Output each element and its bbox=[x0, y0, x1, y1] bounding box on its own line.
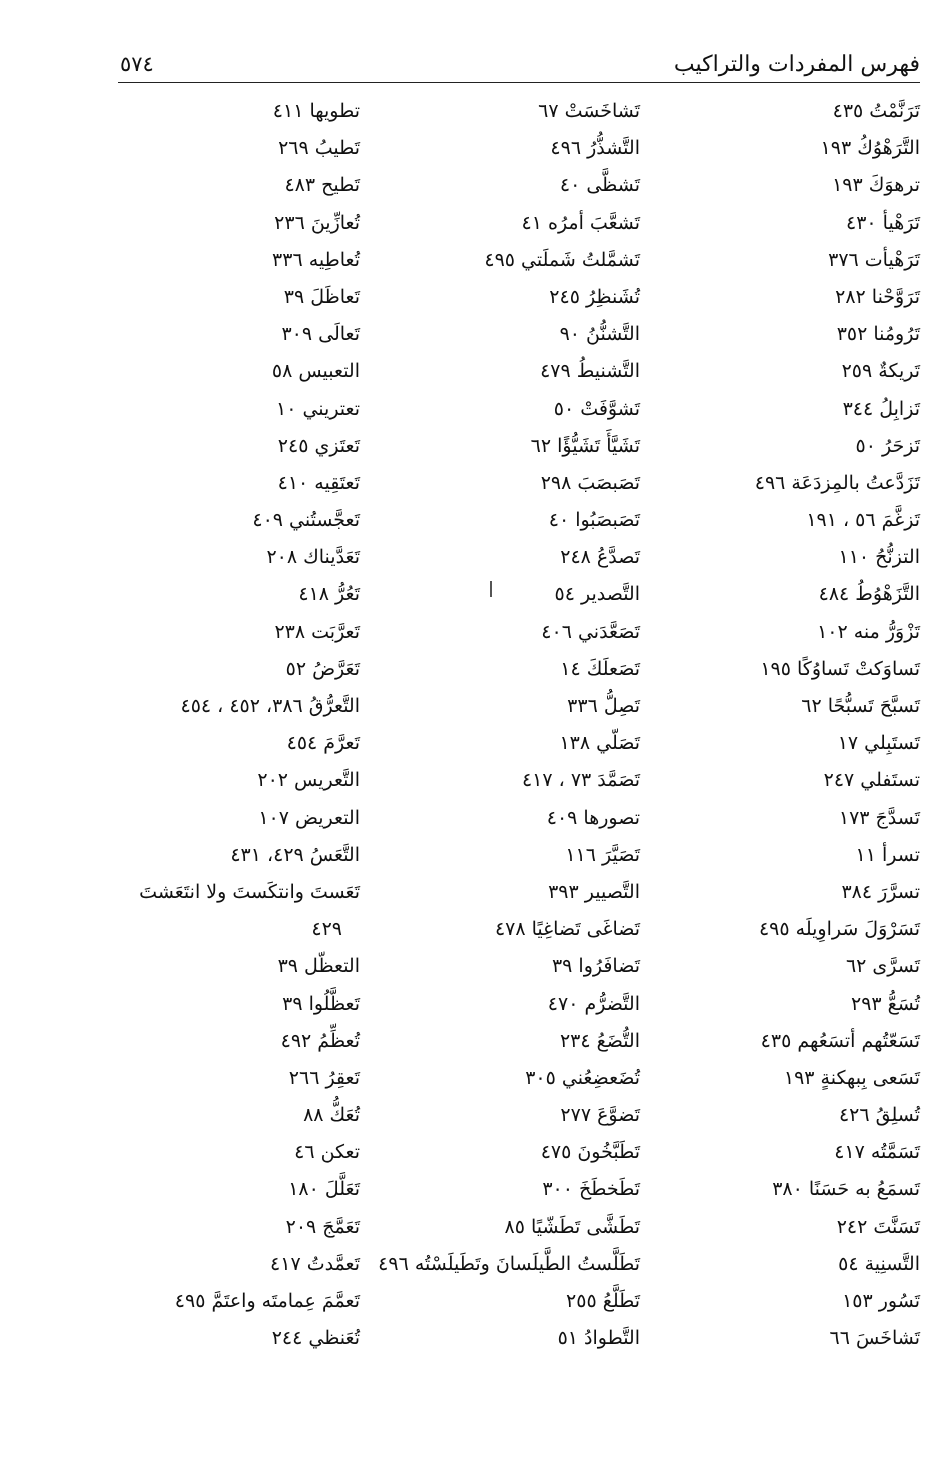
index-entry: تُعاطِيه ٣٣٦ bbox=[272, 248, 360, 271]
index-entry: تَسَرْوَلَ سَراوِيلَه ٤٩٥ bbox=[758, 918, 920, 941]
index-entry: تَصَعلَكَ ١٤ bbox=[560, 657, 640, 680]
index-entry: التَّشنيطُ ٤٧٩ bbox=[540, 360, 640, 383]
index-entry: تَعَستَ وانتكَستَ ولا انتَعَشتَ bbox=[139, 880, 360, 903]
index-entry: التَّضرُّم ٤٧٠ bbox=[547, 992, 640, 1015]
index-entry: تَصَبصَبُوا ٤٠ bbox=[548, 509, 640, 532]
index-entry: تطويها ٤١١ bbox=[272, 100, 360, 122]
index-entry: التعبيس ٥٨ bbox=[271, 360, 360, 383]
index-entry: تَشَيَّأَ تَشَيُّؤًا ٦٢ bbox=[530, 434, 640, 457]
index-entry: تَصدَّعُ ٢٤٨ bbox=[560, 546, 640, 569]
index-entry: التَّعريس ٢٠٢ bbox=[257, 769, 360, 792]
index-entry: تصورها ٤٠٩ bbox=[546, 806, 640, 829]
index-entry: تَعتَزي ٢٤٥ bbox=[277, 434, 360, 457]
index-entry: ٤٢٩ bbox=[311, 918, 342, 941]
index-entry: تَريكةٌ ٢٥٩ bbox=[841, 360, 920, 383]
index-entry: تسرَّرَ ٣٨٤ bbox=[841, 880, 920, 903]
index-entry: تَطَلَّعُ ٢٥٥ bbox=[566, 1290, 640, 1312]
index-entry: تَسَمَّتُه ٤١٧ bbox=[834, 1141, 920, 1164]
index-entry: تَرَوَّحْنا ٢٨٢ bbox=[835, 285, 920, 308]
index-entry: تَساوَكتْ تَساوُكًا ١٩٥ bbox=[760, 657, 920, 680]
index-entry: تَضافَرُوا ٣٩ bbox=[551, 955, 640, 978]
index-entry: تَزْوَرُّ منه ١٠٢ bbox=[817, 620, 920, 643]
index-entry: تَسَعّتُهم أتسَعُهم ٤٣٥ bbox=[760, 1029, 920, 1052]
index-entry: تَصَيَّرَ ١١٦ bbox=[565, 843, 640, 866]
index-entry: تَعرَّبَت ٢٣٨ bbox=[274, 620, 360, 643]
index-entry: تَستَبِلي ١٧ bbox=[837, 732, 920, 755]
index-entry: التَّصدير ٥٤ bbox=[554, 583, 640, 606]
index-entry: تَزغَّمَ ٥٦ ، ١٩١ bbox=[806, 509, 920, 532]
index-entry: تَعُرُّ ٤١٨ bbox=[298, 583, 360, 606]
index-entry: تَعجَّستُني ٤٠٩ bbox=[252, 509, 360, 532]
stray-mark bbox=[490, 581, 492, 597]
index-entry: تُضَعضِعُني ٣٠٥ bbox=[525, 1066, 640, 1089]
index-entry: تَشمَّلتُ شَملَتي ٤٩٥ bbox=[484, 248, 640, 271]
header-title: فهرس المفردات والتراكيب bbox=[673, 52, 920, 77]
index-entry: تَطيبُ ٢٦٩ bbox=[278, 137, 360, 160]
index-entry: تَعمَّمَ عِمامتَه واعتَمَّ ٤٩٥ bbox=[174, 1290, 360, 1312]
index-entry: تَعالَى ٣٠٩ bbox=[281, 323, 360, 346]
index-entry: تَصَبصَبَ ٢٩٨ bbox=[540, 471, 640, 494]
index-entry: تَرَنَّمْتُ ٤٣٥ bbox=[832, 100, 920, 122]
index-entry: تَرُومُنا ٣٥٢ bbox=[836, 323, 920, 346]
index-entry: تَزابِلُ ٣٤٤ bbox=[842, 397, 920, 420]
index-entry: تَسبَّحَ تَسبُّحًا ٦٢ bbox=[801, 695, 920, 717]
index-column-middle bbox=[378, 96, 640, 1350]
index-entry: تَشوَّفَتْ ٥٠ bbox=[553, 397, 640, 420]
index-entry: تَسُور ١٥٣ bbox=[842, 1290, 920, 1312]
index-entry: تَعَلَّلَ ١٨٠ bbox=[288, 1178, 360, 1201]
index-entry: تُعازِّينَ ٢٣٦ bbox=[274, 211, 360, 234]
index-entry: تَعَمَّجَ ٢٠٩ bbox=[285, 1215, 360, 1238]
index-entry: تستَفلي ٢٤٧ bbox=[823, 769, 920, 792]
index-entry: تَسمَعُ به حَسَنًا ٣٨٠ bbox=[772, 1178, 920, 1201]
index-entry: تَشعَّبَ أمرُه ٤١ bbox=[521, 211, 640, 234]
index-entry: التَّشذُّرُ ٤٩٦ bbox=[550, 137, 640, 160]
index-entry: تَسَعى بِبهكنةٍ ١٩٣ bbox=[783, 1066, 920, 1089]
index-entry: التُّضَعُ ٢٣٤ bbox=[559, 1029, 640, 1052]
index-entry: تعتريني ١٠ bbox=[276, 397, 360, 420]
index-entry: تَعقِرُ ٢٦٦ bbox=[288, 1066, 360, 1089]
index-entry: تُعَنظي ٢٤٤ bbox=[271, 1327, 360, 1350]
index-entry: التَّصيير ٣٩٣ bbox=[548, 880, 640, 903]
index-entry: تَرَهْيأت ٣٧٦ bbox=[828, 248, 920, 271]
index-entry: تَعَرَّضُ ٥٢ bbox=[285, 657, 360, 680]
index-entry: التَّعرُّقُ ٣٨٦، ٤٥٢ ، ٤٥٤ bbox=[180, 695, 360, 717]
index-entry: تُسلِقُ ٤٢٦ bbox=[838, 1104, 920, 1127]
index-entry: تُعظِّمُ ٤٩٢ bbox=[280, 1029, 360, 1052]
index-entry: التَّعَسُ ٤٢٩، ٤٣١ bbox=[230, 843, 360, 866]
index-entry: تَشظَّى ٤٠ bbox=[559, 174, 640, 197]
index-entry: تَشاخَسَ ٦٦ bbox=[829, 1327, 920, 1350]
index-entry: التعريض ١٠٧ bbox=[258, 806, 360, 829]
index-entry: تَعرَّمَ ٤٥٤ bbox=[286, 732, 360, 755]
index-entry: تُعَكُّ ٨٨ bbox=[303, 1104, 360, 1127]
index-entry: تَطَخطَخَ ٣٠٠ bbox=[542, 1178, 640, 1201]
index-entry: تَعمَّدتُ ٤١٧ bbox=[270, 1252, 360, 1275]
index-entry: تَصَلّي ١٣٨ bbox=[559, 732, 640, 755]
index-entry: تَطَبَّخُونَ ٤٧٥ bbox=[540, 1141, 640, 1164]
index-entry: تَسرَّى ٦٢ bbox=[845, 955, 920, 978]
index-entry: التَّرَهْوُكُ ١٩٣ bbox=[820, 137, 920, 160]
index-entry: تَزَدَّعتُ بالمِزدَعَة ٤٩٦ bbox=[754, 471, 920, 494]
index-entry: تَصِلُّ ٣٣٦ bbox=[567, 695, 640, 717]
index-entry: التزنُّحُ ١١٠ bbox=[838, 546, 920, 569]
index-entry: تَشاخَسَتْ ٦٧ bbox=[538, 100, 640, 122]
index-entry: تُسَعُّ ٢٩٣ bbox=[850, 992, 920, 1015]
index-column-right bbox=[720, 96, 920, 1350]
index-entry: تَطَلَّستُ الطَّيلَسانَ وتَطَيلَسْتُه ٤٩٦ bbox=[378, 1252, 640, 1275]
index-entry: تَعَدَّيناك ٢٠٨ bbox=[266, 546, 360, 569]
index-entry: تَضاغَى تَضاغِيًا ٤٧٨ bbox=[494, 918, 640, 941]
index-entry: تَسدَّجَ ١٧٣ bbox=[838, 806, 920, 829]
index-entry: تَضوَّعَ ٢٧٧ bbox=[560, 1104, 640, 1127]
index-column-left bbox=[100, 96, 360, 1350]
index-entry: تَسَنَّتَ ٢٤٢ bbox=[836, 1215, 920, 1238]
index-entry: تَرَهْيأ ٤٣٠ bbox=[846, 211, 920, 234]
page-number: ٥٧٤ bbox=[120, 52, 154, 76]
index-entry: تسرأ ١١ bbox=[855, 843, 920, 866]
index-entry: تَصَعَّدَني ٤٠٦ bbox=[541, 620, 640, 643]
index-entry: التعظّل ٣٩ bbox=[277, 955, 360, 978]
index-entry: تَعاظَلَ ٣٩ bbox=[283, 285, 360, 308]
index-entry: التَّسنِية ٥٤ bbox=[838, 1252, 920, 1275]
index-entry: تَصَمَّدَ ٧٣ ، ٤١٧ bbox=[521, 769, 640, 792]
index-entry: التَّطوادُ ٥١ bbox=[557, 1327, 640, 1350]
index-entry: التَّشنُّنُ ٩٠ bbox=[559, 323, 640, 346]
index-entry: تُشَنظِرُ ٢٤٥ bbox=[549, 285, 640, 308]
index-entry: ترهوَكَ ١٩٣ bbox=[832, 174, 920, 197]
running-header bbox=[118, 50, 920, 83]
index-entry: تعكن ٤٦ bbox=[294, 1141, 360, 1164]
index-entry: تَعتَقِيه ٤١٠ bbox=[277, 471, 360, 494]
index-entry: تَزحَرُ ٥٠ bbox=[855, 434, 920, 457]
index-entry: التَّزَهْوُطُ ٤٨٤ bbox=[818, 583, 920, 606]
index-entry: تَطيح ٤٨٣ bbox=[284, 174, 360, 197]
index-entry: تَعظَّلُوا ٣٩ bbox=[282, 992, 360, 1015]
index-entry: تَطَشَّى تَطَشّيًا ٨٥ bbox=[504, 1215, 640, 1238]
